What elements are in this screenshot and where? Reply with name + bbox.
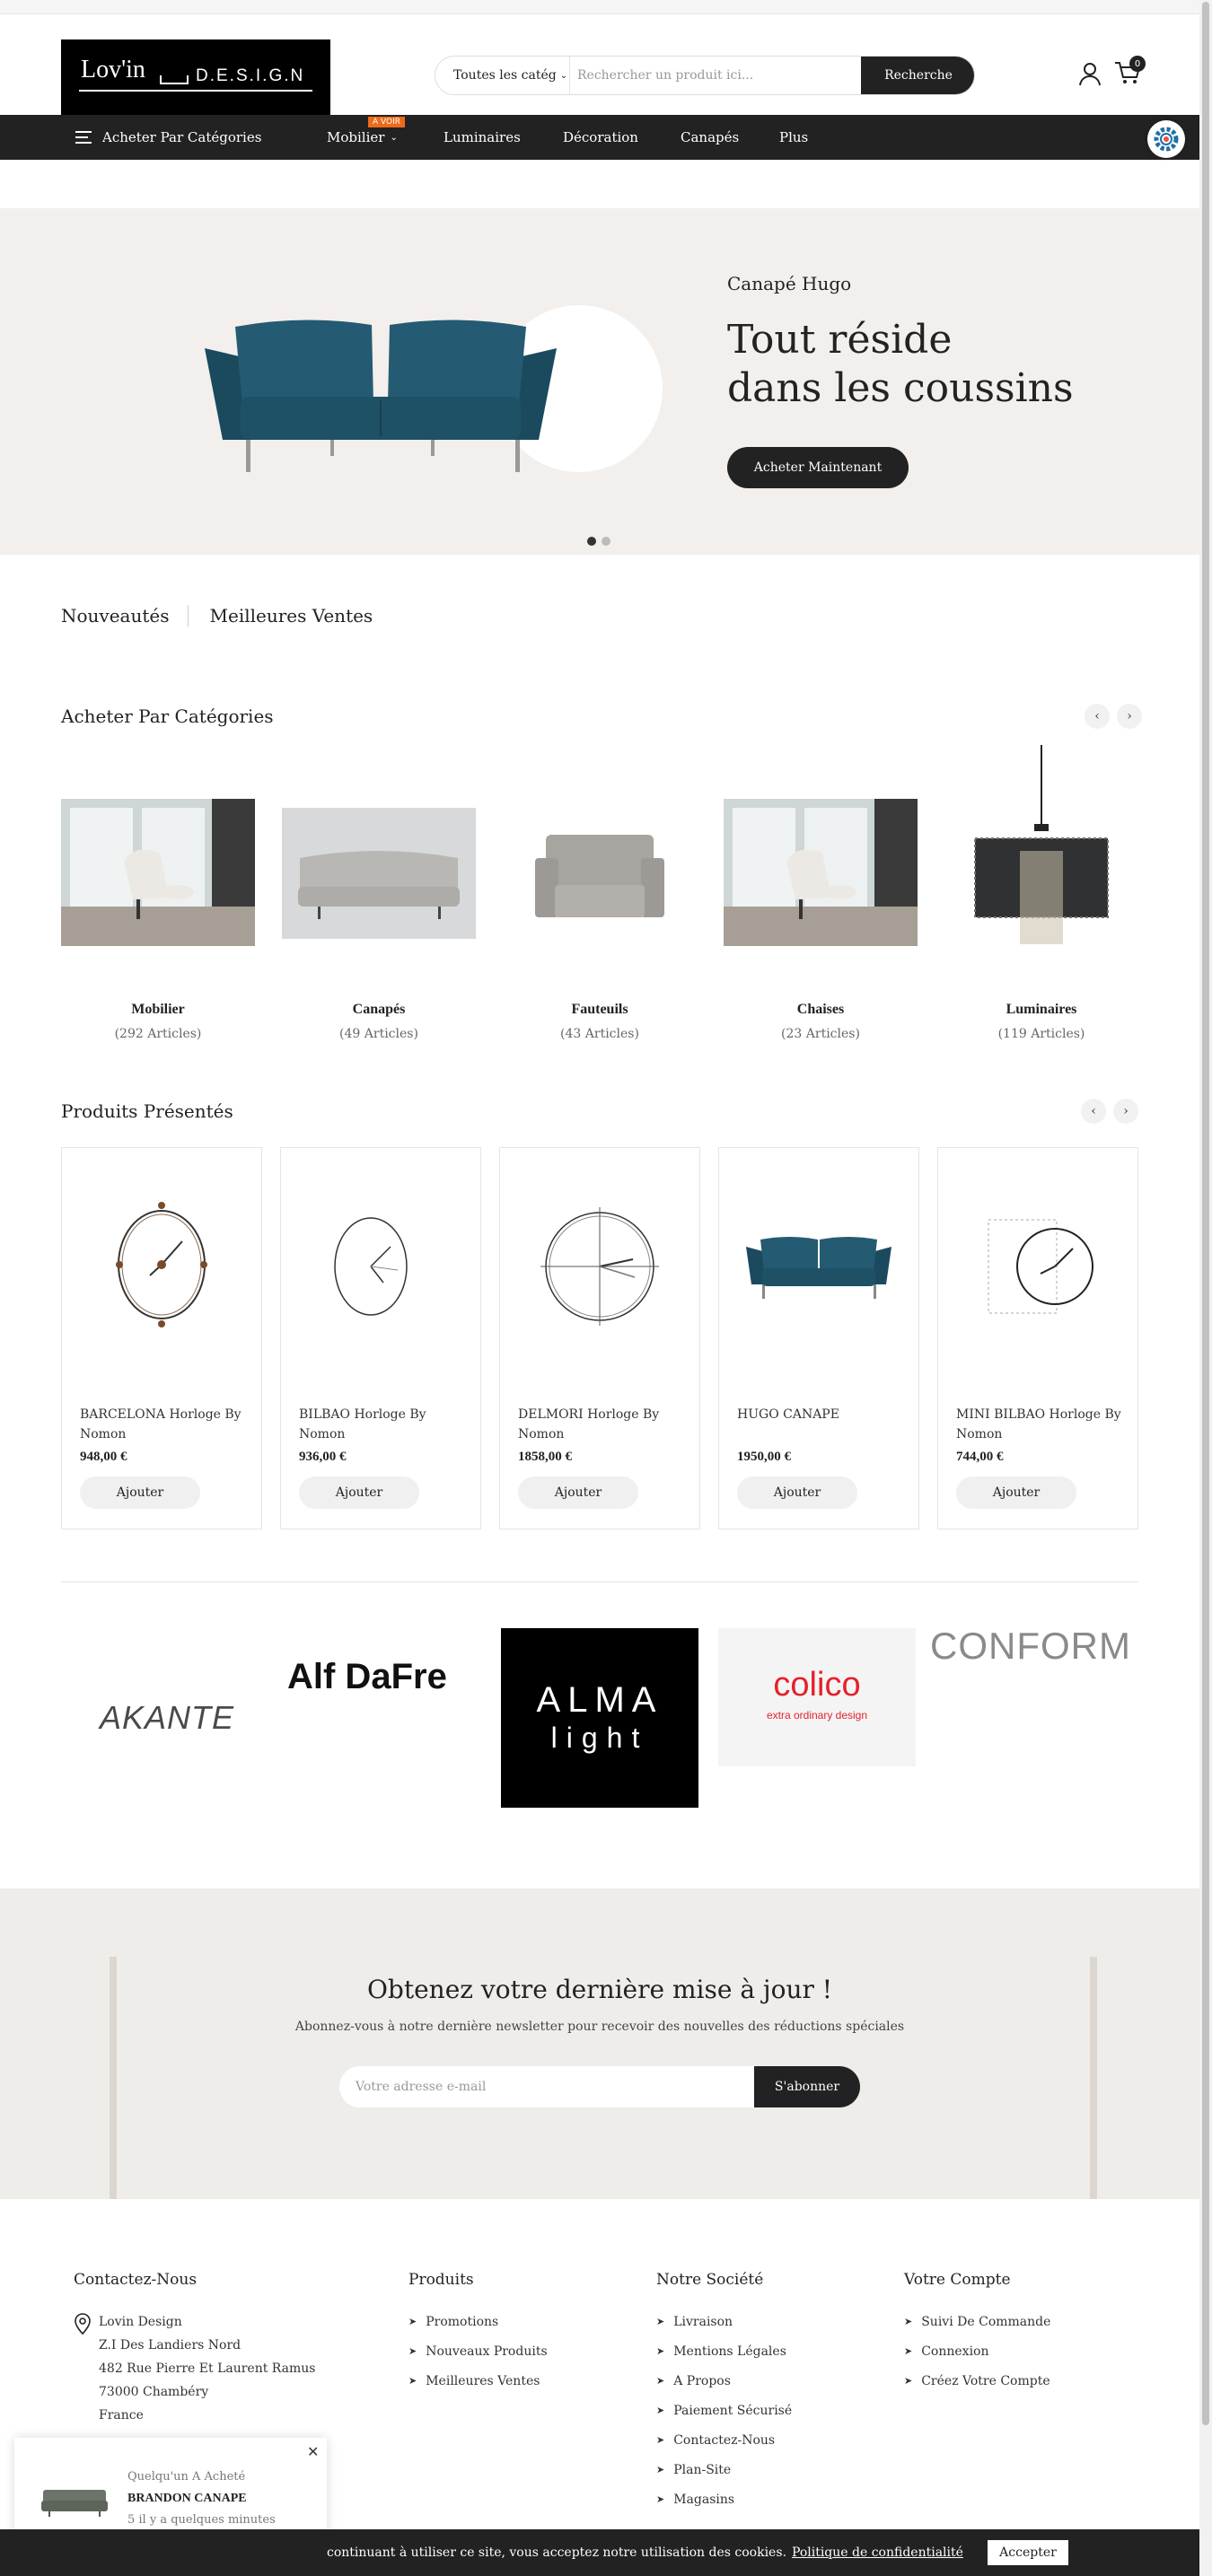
hero-subtitle: Canapé Hugo [727, 273, 852, 294]
category-count: (119 Articles) [997, 1027, 1085, 1041]
popup-time: 5 il y a quelques minutes [127, 2513, 276, 2527]
tab-meilleures-ventes[interactable]: Meilleures Ventes [209, 605, 373, 626]
category-name: Chaises [796, 1002, 845, 1017]
footer-link-label: Mentions Légales [673, 2344, 786, 2359]
newsletter-section [0, 1888, 1199, 2199]
address-line: 482 Rue Pierre Et Laurent Ramus [99, 2361, 316, 2376]
newsletter-text: Abonnez-vous à notre dernière newsletter pour recevoir des nouvelles des réductions spéciales [294, 2020, 905, 2034]
product-name[interactable]: BARCELONA Horloge By Nomon [80, 1407, 242, 1441]
footer-link[interactable] [656, 2425, 792, 2455]
product-image-clock [281, 1184, 480, 1345]
product-price: 744,00 € [956, 1450, 1004, 1464]
featured-title: Produits Présentés [61, 1100, 233, 1122]
footer-link-label: Magasins [673, 2492, 735, 2507]
carousel-dot-2[interactable] [602, 537, 610, 546]
scrollbar-thumb[interactable] [1202, 2, 1209, 2425]
arrow-right-icon: ➤ [656, 2375, 665, 2387]
newsletter-form [339, 2066, 860, 2107]
address-line: France [99, 2408, 144, 2423]
footer-link[interactable] [904, 2366, 1050, 2396]
product-price: 936,00 € [299, 1450, 347, 1464]
footer-heading: Votre Compte [904, 2271, 1011, 2289]
footer-link-label: Livraison [673, 2314, 733, 2329]
email-field[interactable] [356, 2066, 715, 2107]
arrow-right-icon: ➤ [656, 2493, 665, 2505]
footer-address [99, 2310, 315, 2427]
add-to-cart-button[interactable]: Ajouter [299, 1476, 419, 1509]
search-category-label: Toutes les catég [453, 68, 557, 83]
next-arrow-icon[interactable]: › [1117, 704, 1142, 729]
tab-separator [188, 605, 189, 626]
product-card[interactable] [499, 1147, 700, 1529]
footer-link[interactable] [656, 2336, 792, 2366]
hero-banner [0, 208, 1199, 555]
logo-word-1: Lov'in [81, 56, 145, 83]
privacy-policy-link[interactable]: Politique de confidentialité [791, 2545, 963, 2560]
brand-tagline: extra ordinary design [766, 1709, 868, 1722]
footer-compte [904, 2271, 1050, 2396]
prev-arrow-icon[interactable]: ‹ [1085, 704, 1110, 729]
next-arrow-icon[interactable]: › [1113, 1099, 1138, 1124]
footer-heading: Contactez-Nous [74, 2271, 198, 2289]
category-name: Mobilier [131, 1002, 185, 1017]
brand-logo-alf-dafre[interactable] [284, 1652, 481, 1723]
user-icon[interactable] [1077, 61, 1102, 86]
footer-link[interactable] [656, 2366, 792, 2396]
shop-by-category-label: Acheter Par Catégories [102, 129, 262, 145]
product-name[interactable]: HUGO CANAPE [737, 1407, 839, 1422]
categories-arrows [1085, 704, 1142, 729]
arrow-right-icon: ➤ [904, 2345, 913, 2357]
address-line: Lovin Design [99, 2315, 182, 2329]
logo-mark [160, 75, 189, 84]
category-count: (292 Articles) [114, 1027, 202, 1041]
page-scrollbar[interactable] [1199, 0, 1212, 2576]
gear-icon [1153, 126, 1180, 153]
sofa-image [196, 314, 566, 476]
footer-link[interactable] [904, 2336, 1050, 2366]
subscribe-button[interactable]: S'abonner [754, 2066, 860, 2107]
product-price: 1858,00 € [518, 1450, 572, 1464]
brand-name: ALMA [536, 1680, 663, 1720]
hero-title [727, 316, 1104, 413]
settings-widget[interactable] [1147, 120, 1185, 158]
footer-societe [656, 2271, 792, 2514]
arrow-right-icon: ➤ [904, 2316, 913, 2327]
arrow-right-icon: ➤ [408, 2345, 417, 2357]
chevron-down-icon: ⌄ [559, 70, 568, 81]
logo-underline [79, 90, 312, 92]
nav-badge: A VOIR [368, 117, 405, 127]
product-card[interactable] [61, 1147, 262, 1529]
cookie-text: continuant à utiliser ce site, vous acceptez notre utilisation des cookies. [327, 2545, 786, 2560]
search-input[interactable] [577, 57, 847, 94]
arrow-right-icon: ➤ [904, 2375, 913, 2387]
main-nav [0, 115, 1199, 160]
product-tabs [61, 605, 391, 626]
footer-link[interactable] [656, 2307, 792, 2336]
logo-word-2: D.E.S.I.G.N [196, 66, 305, 85]
hero-title-line-2: dans les coussins [727, 365, 1074, 411]
brand-name: AKANTE [99, 1699, 235, 1736]
footer-heading: Notre Société [656, 2271, 764, 2289]
footer-heading: Produits [408, 2271, 474, 2289]
shop-by-category-button[interactable] [75, 115, 261, 160]
cookie-bar [0, 2529, 1199, 2576]
product-price: 948,00 € [80, 1450, 127, 1464]
hero-title-line-1: Tout réside [727, 317, 953, 363]
footer-link[interactable] [656, 2396, 792, 2425]
menu-icon [75, 131, 92, 144]
brand-name: CONFORM [930, 1625, 1131, 1667]
search-category-select[interactable] [435, 57, 570, 94]
category-image [724, 799, 918, 946]
footer-link-label: A Propos [673, 2373, 731, 2388]
arrow-right-icon: ➤ [656, 2464, 665, 2475]
category-name: Fauteuils [571, 1002, 628, 1017]
product-name[interactable]: BILBAO Horloge By Nomon [299, 1407, 426, 1441]
category-image [944, 745, 1138, 953]
category-image [282, 808, 476, 939]
footer-link-label: Créez Votre Compte [921, 2373, 1050, 2388]
popup-product-name[interactable]: BRANDON CANAPE [127, 2492, 247, 2505]
arrow-right-icon: ➤ [408, 2316, 417, 2327]
search-button[interactable]: Recherche [861, 57, 975, 94]
product-card[interactable] [937, 1147, 1138, 1529]
search-bar [435, 56, 975, 95]
popup-product-image [34, 2477, 115, 2520]
tab-nouveautes[interactable]: Nouveautés [61, 605, 170, 626]
featured-arrows [1081, 1099, 1138, 1124]
category-image [61, 799, 255, 946]
product-name[interactable]: DELMORI Horloge By Nomon [518, 1407, 660, 1441]
footer-link[interactable] [656, 2455, 792, 2484]
top-strip [0, 0, 1199, 14]
footer-link[interactable] [656, 2484, 792, 2514]
brand-name-sub: light [550, 1722, 649, 1754]
footer-link[interactable] [408, 2336, 548, 2366]
carousel-dot-1[interactable] [587, 537, 596, 546]
add-to-cart-button[interactable]: Ajouter [80, 1476, 200, 1509]
product-image-clock [500, 1184, 699, 1345]
nav-item-label: Mobilier [327, 129, 385, 145]
nav-item-plus[interactable]: Plus [779, 129, 809, 145]
shop-now-button[interactable]: Acheter Maintenant [727, 447, 909, 488]
cart-count-badge: 0 [1129, 56, 1146, 72]
footer-link-label: Contactez-Nous [673, 2432, 776, 2448]
add-to-cart-button[interactable]: Ajouter [956, 1476, 1076, 1509]
footer-link-label: Plan-Site [673, 2462, 732, 2477]
address-line: Z.I Des Landiers Nord [99, 2338, 242, 2353]
category-image [503, 822, 697, 935]
footer-produits [408, 2271, 548, 2396]
footer-link-label: Connexion [921, 2344, 989, 2359]
carousel-dots [587, 537, 610, 546]
arrow-right-icon: ➤ [408, 2375, 417, 2387]
prev-arrow-icon[interactable]: ‹ [1081, 1099, 1106, 1124]
nav-item-luminaires[interactable]: Luminaires [444, 129, 521, 145]
product-card[interactable] [718, 1147, 919, 1529]
accept-cookies-button[interactable]: Accepter [988, 2540, 1068, 2565]
arrow-right-icon: ➤ [656, 2345, 665, 2357]
popup-label: Quelqu'un A Acheté [127, 2470, 246, 2484]
arrow-right-icon: ➤ [656, 2434, 665, 2446]
footer-link-label: Promotions [426, 2314, 499, 2329]
close-icon[interactable]: ✕ [307, 2443, 320, 2460]
brand-name: Alf DaFre [287, 1657, 447, 1696]
cookie-text-wrap [327, 2529, 963, 2576]
category-name: Luminaires [1006, 1002, 1077, 1017]
arrow-right-icon: ➤ [656, 2405, 665, 2416]
product-card[interactable] [280, 1147, 481, 1529]
product-image-clock [938, 1184, 1137, 1345]
brand-logo-colico[interactable] [718, 1628, 916, 1766]
nav-item-decoration[interactable]: Décoration [563, 129, 638, 145]
brand-logo-conform[interactable] [930, 1621, 1131, 1675]
product-name[interactable]: MINI BILBAO Horloge By Nomon [956, 1407, 1121, 1441]
category-name: Canapés [352, 1002, 406, 1017]
brand-logo-alma-light[interactable] [501, 1628, 698, 1808]
arrow-right-icon: ➤ [656, 2316, 665, 2327]
add-to-cart-button[interactable]: Ajouter [518, 1476, 638, 1509]
nav-item-canapes[interactable]: Canapés [681, 129, 740, 145]
product-price: 1950,00 € [737, 1450, 791, 1464]
footer-contact [74, 2271, 197, 2307]
footer-link[interactable] [408, 2307, 548, 2336]
brand-name: colico [773, 1666, 861, 1704]
category-count: (49 Articles) [339, 1027, 418, 1041]
product-image-sofa [719, 1184, 918, 1345]
footer-link-label: Paiement Sécurisé [673, 2403, 793, 2418]
footer-link[interactable] [408, 2366, 548, 2396]
category-count: (23 Articles) [781, 1027, 860, 1041]
site-logo[interactable] [61, 39, 330, 115]
product-image-clock [62, 1184, 261, 1345]
add-to-cart-button[interactable]: Ajouter [737, 1476, 857, 1509]
brand-logo-akante[interactable] [68, 1628, 266, 1808]
footer-link-label: Nouveaux Produits [426, 2344, 548, 2359]
footer-link-label: Meilleures Ventes [426, 2373, 540, 2388]
newsletter-title: Obtenez votre dernière mise à jour ! [366, 1975, 833, 2004]
address-line: 73000 Chambéry [99, 2385, 209, 2399]
footer-link[interactable] [904, 2307, 1050, 2336]
categories-title: Acheter Par Catégories [61, 705, 274, 727]
footer-link-label: Suivi De Commande [921, 2314, 1051, 2329]
location-pin-icon [74, 2312, 92, 2335]
chevron-down-icon: ⌄ [390, 132, 398, 143]
category-count: (43 Articles) [560, 1027, 639, 1041]
